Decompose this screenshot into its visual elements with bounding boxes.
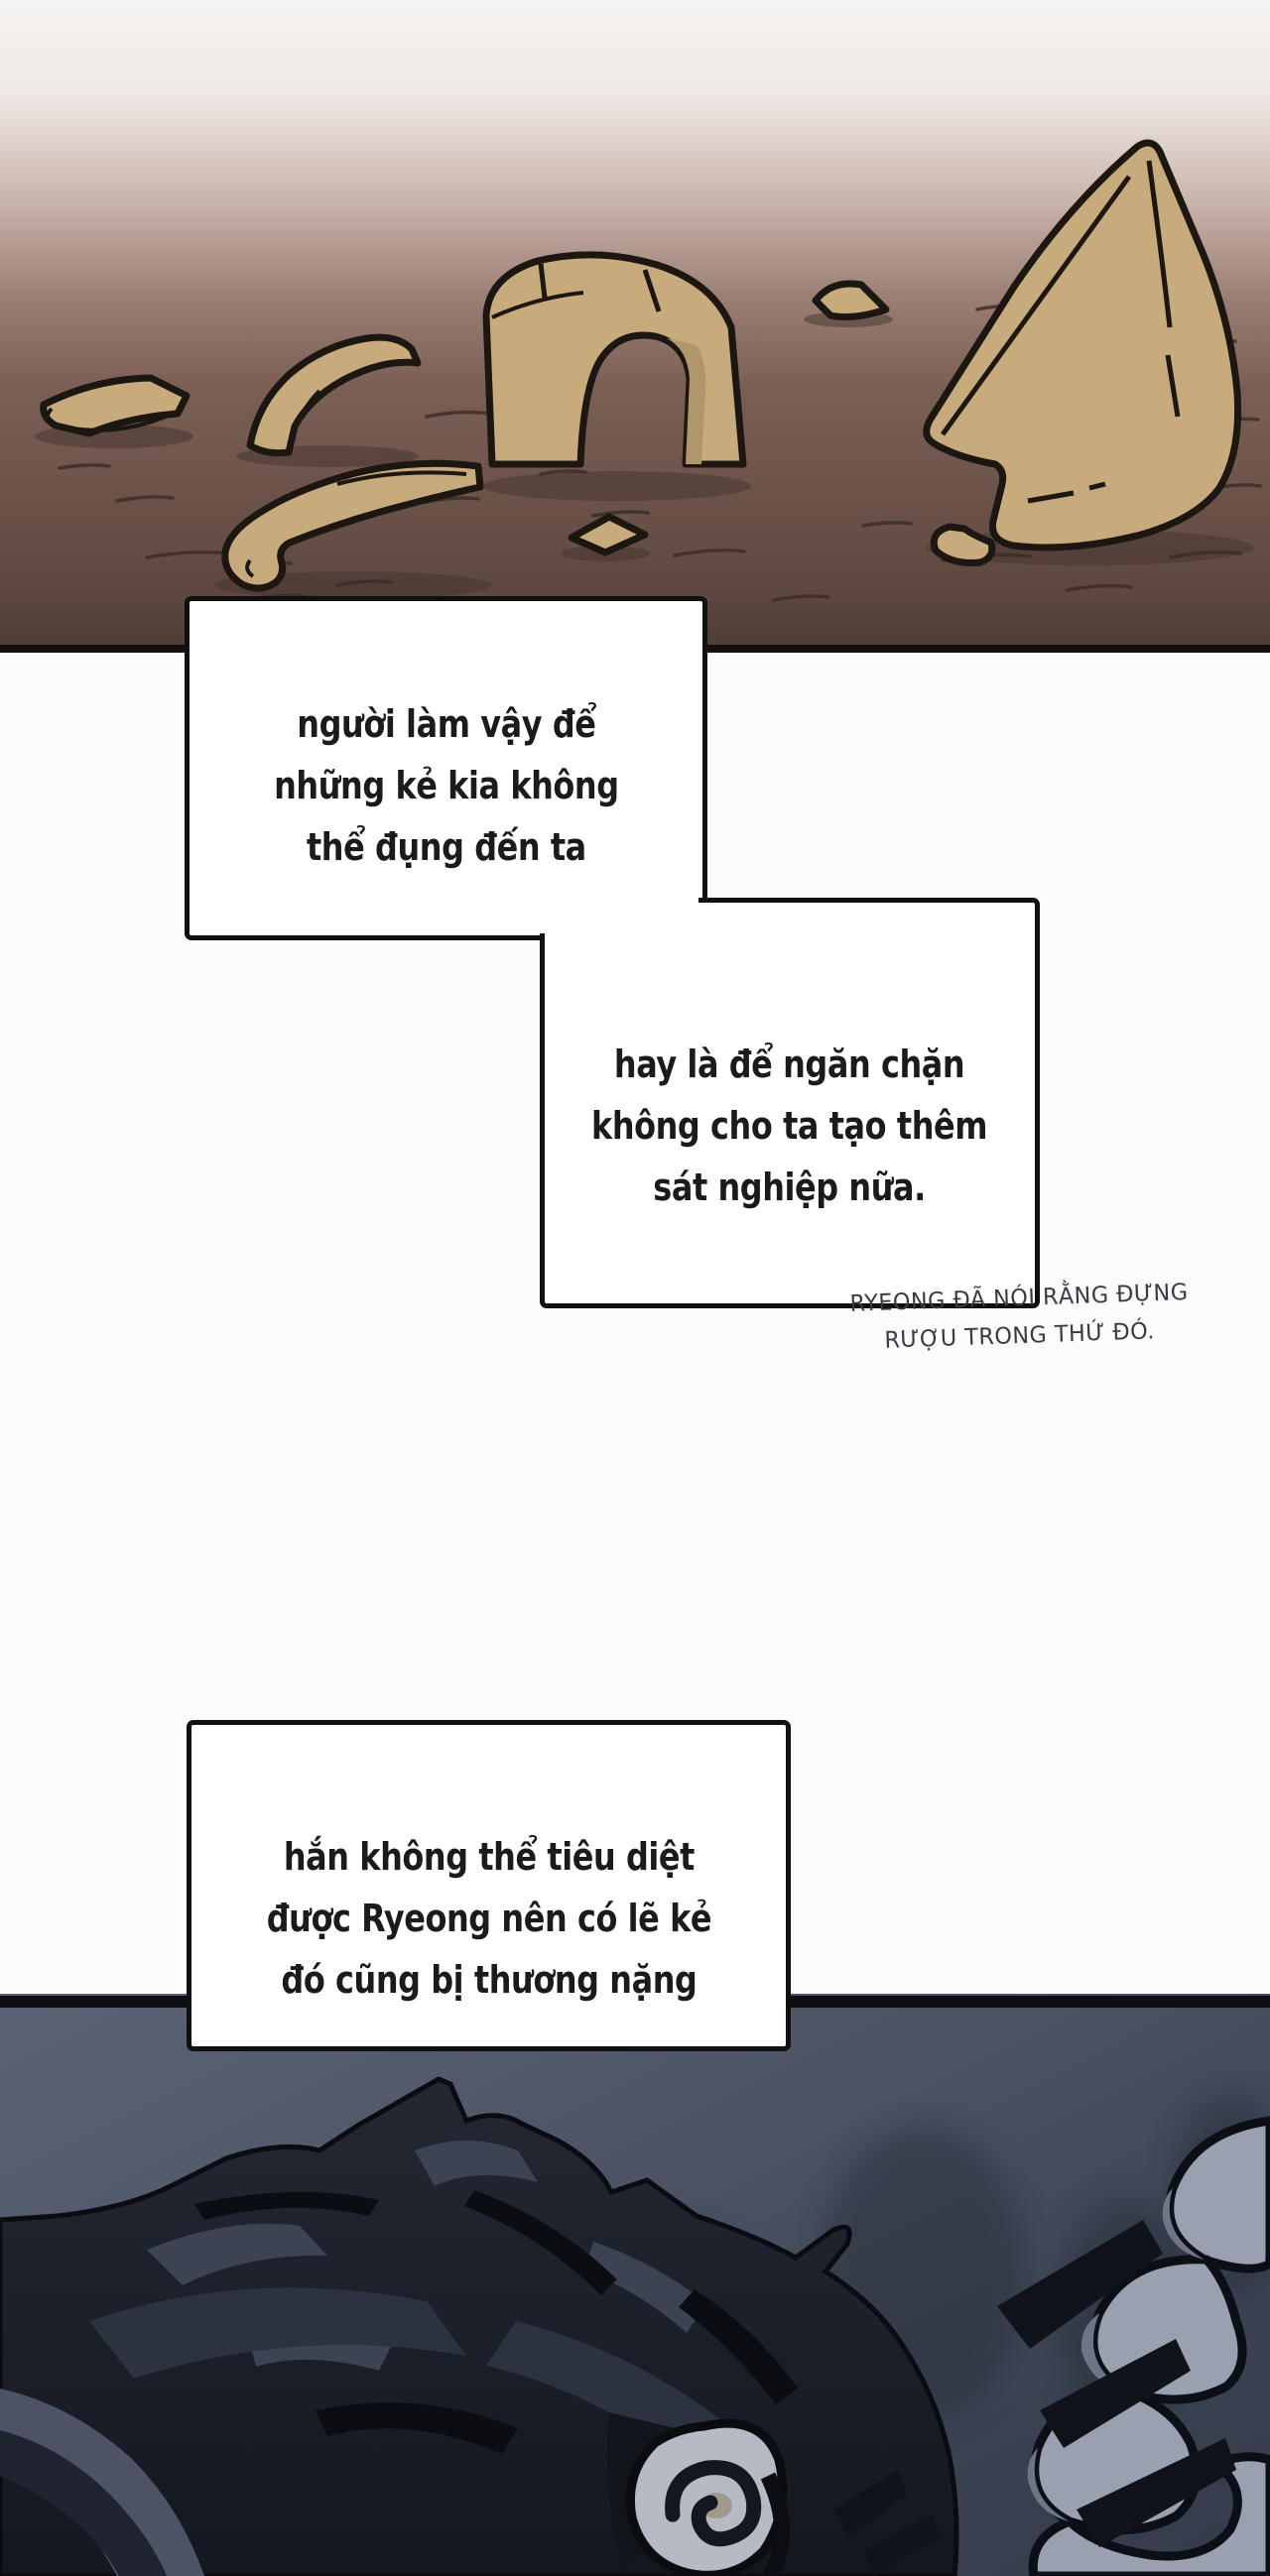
handwritten-line: RYEONG ĐÃ NÓI RẰNG ĐỰNG (849, 1280, 1189, 1317)
panel-broken-pottery (0, 0, 1270, 653)
handwritten-line: RƯỢU TRONG THỨ ĐÓ. (883, 1318, 1156, 1354)
caption-box-1 (185, 596, 707, 940)
caption-text-2 (591, 1034, 987, 1218)
caption-line: hắn không thể tiêu diệt (283, 1835, 695, 1879)
caption-line: thể đụng đến ta (306, 824, 586, 869)
ear (607, 2412, 783, 2576)
caption-text-3 (266, 1826, 710, 2011)
caption-line: đó cũng bị thương nặng (280, 1958, 698, 2002)
bubble-merge-patch (540, 898, 698, 933)
caption-text-1 (274, 693, 619, 878)
caption-line: sát nghiệp nữa. (653, 1165, 927, 1209)
caption-line: được Ryeong nên có lẽ kẻ (266, 1897, 711, 1940)
caption-line: những kẻ kia không (273, 763, 619, 807)
caption-box-3 (187, 1720, 791, 2051)
caption-box-2 (540, 898, 1040, 1308)
panel-night-figure (0, 1994, 1270, 2576)
handwritten-note (849, 1274, 1189, 1361)
caption-line: hay là để ngăn chặn (614, 1043, 965, 1086)
caption-line: người làm vậy để (296, 701, 596, 746)
caption-line: không cho ta tạo thêm (591, 1104, 988, 1148)
